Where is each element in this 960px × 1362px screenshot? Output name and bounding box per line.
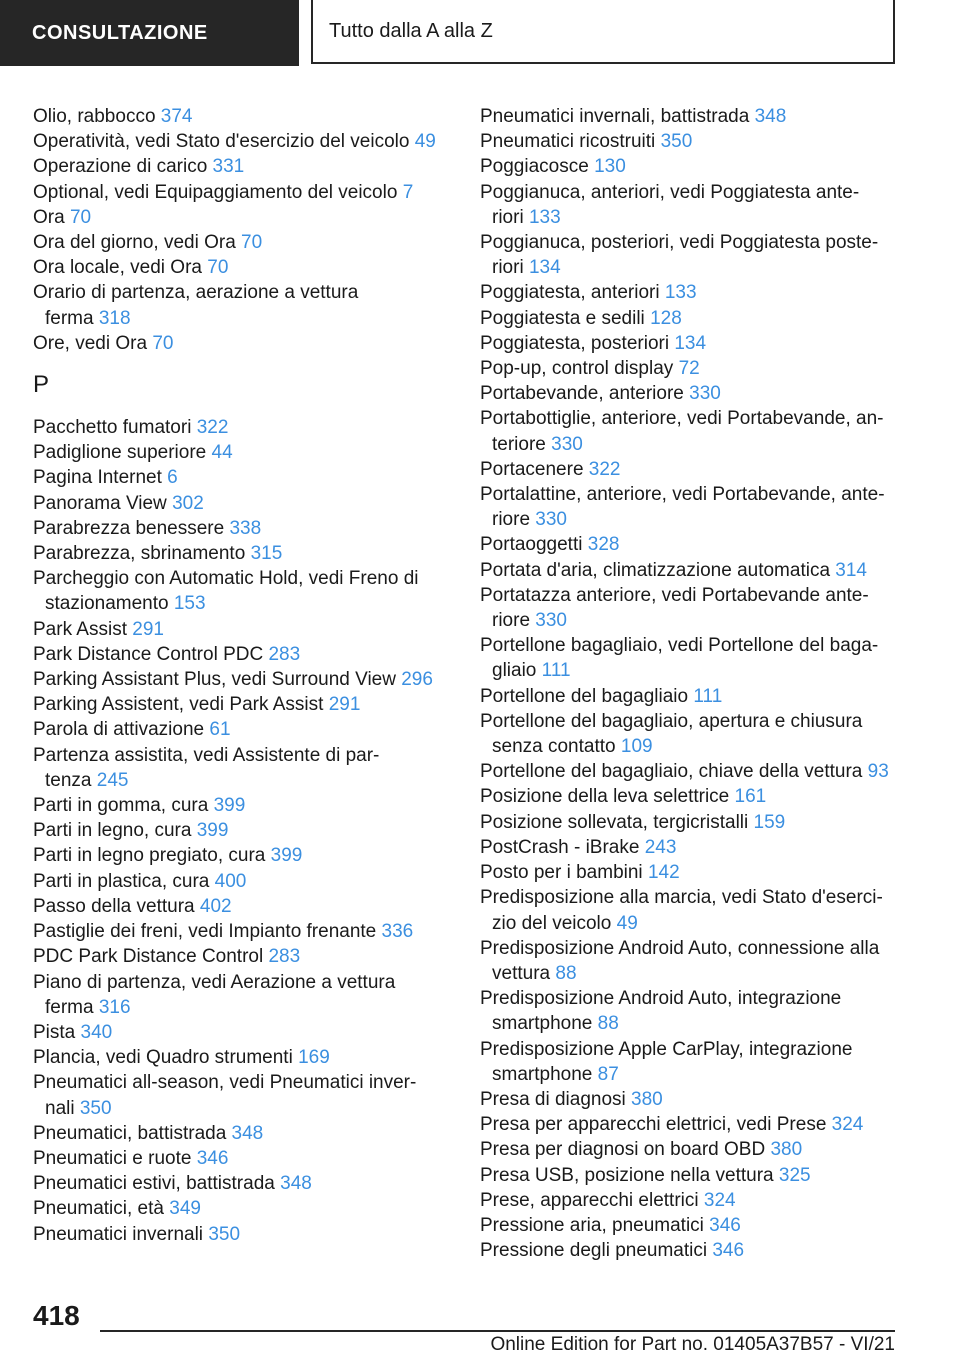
index-entry-text: Pneumatici invernali [33,1223,204,1245]
page-reference-link[interactable]: 380 [631,1088,663,1110]
page-reference-link[interactable]: 61 [209,719,231,741]
page-header [0,0,960,66]
index-entry [33,415,453,440]
page-reference-link[interactable]: 161 [734,786,767,808]
index-entry [480,684,900,709]
index-entry-text: PostCrash - iBrake [480,836,640,858]
index-entry-text: Ora [33,206,65,228]
page-reference-link[interactable]: 350 [79,1097,112,1119]
page-reference-link[interactable]: 330 [689,383,721,405]
page-reference-link[interactable]: 296 [401,669,433,691]
index-entry-text: Parola di attivazione [33,719,205,741]
index-entry-text: teriore [492,433,546,455]
index-entry [33,642,453,667]
index-entry [480,986,900,1036]
index-entry-text: Poggiatesta e sedili [480,307,645,329]
index-entry-text: Piano di partenza, vedi Aerazione a vettura [33,971,396,993]
page-reference-link[interactable]: 283 [268,643,301,665]
index-entry-text: ferma [45,307,94,329]
index-entry-text: smartphone [492,1063,593,1085]
index-entry [33,717,453,742]
index-entry [33,869,453,894]
page-reference-link[interactable]: 346 [196,1147,229,1169]
page-reference-link[interactable]: 70 [207,257,229,279]
index-entry-text: senza contatto [492,736,616,758]
index-entry-text: Poggiatesta, posteriori [480,332,670,354]
index-entry [480,936,900,986]
page-reference-link[interactable]: 350 [660,131,693,153]
page-reference-link[interactable]: 111 [541,660,571,682]
index-entry [33,970,453,1020]
index-entry-text: Pneumatici all-season, vedi Pneumatici inver- [33,1072,417,1094]
index-entry-text: Posizione sollevata, tergicristalli [480,811,749,833]
page-reference-link[interactable]: 72 [678,358,700,380]
index-entry [480,406,900,456]
index-entry [480,835,900,860]
page-reference-link[interactable]: 315 [250,543,283,565]
page-reference-link[interactable]: 134 [528,257,561,279]
index-entry-text: Pneumatici e ruote [33,1147,192,1169]
page-reference-link[interactable]: 346 [709,1214,741,1236]
edition-info: Online Edition for Part no. 01405A37B57 - VI/21 [490,1334,895,1355]
index-entry-text: Presa per apparecchi elettrici, vedi Prese [480,1114,827,1136]
page-reference-link[interactable]: 88 [555,962,577,984]
index-entry-text: Parti in legno pregiato, cura [33,845,266,867]
page-reference-link[interactable]: 70 [69,206,92,228]
page-reference-link[interactable]: 348 [754,106,787,127]
index-entry [33,1020,453,1045]
index-entry-text: Portalattine, anteriore, vedi Portabevande, ante- [480,484,885,506]
index-entry-text: Ora del giorno, vedi Ora [33,232,236,254]
index-entry [480,306,900,331]
page-reference-link[interactable]: 331 [212,156,245,178]
page-reference-link[interactable]: 330 [535,509,567,531]
index-entry-text: Parcheggio con Automatic Hold, vedi Freno di [33,568,419,590]
index-entry-text: Portellone bagagliaio, vedi Portellone del baga- [480,635,879,657]
index-entry-text: riori [492,206,524,228]
index-entry [33,1196,453,1221]
index-entry-text: PDC Park Distance Control [33,946,264,968]
index-column-left [33,104,453,1247]
page-reference-link[interactable]: 87 [597,1063,619,1085]
index-entry [480,1238,900,1263]
page-reference-link[interactable]: 350 [208,1223,241,1245]
index-entry-text: Ore, vedi Ora [33,332,148,354]
index-entry-text: Pacchetto fumatori [33,417,192,439]
index-entry-text: Portellone del bagagliaio [480,685,689,707]
index-entry-text: Portatazza anteriore, vedi Portabevande ante- [480,584,869,606]
index-entry-text: Portata d'aria, climatizzazione automatica [480,559,831,581]
index-entry [33,894,453,919]
index-entry-text: stazionamento [45,593,169,615]
index-entry [480,759,900,784]
index-entry [480,129,900,154]
index-entry-text: Pagina Internet [33,467,162,489]
index-entry [480,709,900,759]
page-reference-link[interactable]: 134 [674,332,707,354]
index-entry [480,154,900,179]
index-entry [480,1037,900,1087]
index-entry [480,1213,900,1238]
page-reference-link[interactable]: 400 [214,870,247,892]
index-entry-text: Plancia, vedi Quadro strumenti [33,1047,293,1069]
index-entry [480,482,900,532]
page-number: 418 [33,1300,80,1331]
index-entry-text: vettura [492,962,551,984]
index-entry [480,280,900,305]
index-entry-text: Posizione della leva selettrice [480,786,730,808]
index-entry-text: Parti in legno, cura [33,820,192,842]
index-entry-text: gliaio [492,660,537,682]
index-entry [33,919,453,944]
index-entry-text: Prese, apparecchi elettrici [480,1189,699,1211]
index-entry [480,1087,900,1112]
page-reference-link[interactable]: 402 [199,895,232,917]
index-entry-text: Pneumatici estivi, battistrada [33,1173,275,1195]
page-reference-link[interactable]: 49 [616,912,638,934]
index-entry-text: Predisposizione Android Auto, integrazione [480,988,842,1010]
page-reference-link[interactable]: 324 [831,1114,864,1136]
index-entry-text: Predisposizione Android Auto, connessione alla [480,937,880,959]
index-entry [33,1171,453,1196]
index-entry-text: Parking Assistent, vedi Park Assist [33,694,324,716]
index-entry [33,541,453,566]
index-entry [480,558,900,583]
index-entry [480,810,900,835]
index-entry-text: Panorama View [33,492,167,514]
page-reference-link[interactable]: 348 [280,1173,312,1195]
index-entry [33,180,453,205]
page-reference-link[interactable]: 330 [535,610,567,632]
page-reference-link[interactable]: 399 [196,820,229,842]
index-entry-text: nali [45,1097,75,1119]
page-reference-link[interactable]: 340 [80,1021,113,1043]
index-entry [33,1146,453,1171]
page-reference-link[interactable]: 324 [703,1189,736,1211]
index-entry [480,331,900,356]
index-entry-text: Parti in gomma, cura [33,795,209,817]
index-entry [480,1137,900,1162]
index-entry [480,230,900,280]
index-entry [33,331,453,356]
index-entry [33,843,453,868]
index-entry [480,1163,900,1188]
index-entry-text: Poggianuca, posteriori, vedi Poggiatesta poste- [480,232,879,254]
index-entry-text: tenza [45,769,92,791]
index-entry-text: Pop-up, control display [480,358,674,380]
page-reference-link[interactable]: 399 [270,845,303,867]
index-entry [33,1070,453,1120]
index-entry-text: Operazione di carico [33,156,208,178]
page-reference-link[interactable]: 316 [98,996,131,1018]
index-entry-text: Portaoggetti [480,534,583,556]
index-entry [480,532,900,557]
page-reference-link[interactable]: 291 [132,618,164,640]
page-reference-link[interactable]: 169 [298,1047,330,1069]
index-entry-text: Portabevande, anteriore [480,383,684,405]
page-reference-link[interactable]: 302 [172,492,204,514]
page-reference-link[interactable]: 133 [664,282,697,304]
index-entry-text: Ora locale, vedi Ora [33,257,202,279]
index-entry-text: ferma [45,996,94,1018]
page-reference-link[interactable]: 338 [229,517,262,539]
index-entry-text: Pressione degli pneumatici [480,1240,708,1262]
index-entry [33,230,453,255]
page-reference-link[interactable]: 283 [268,946,301,968]
index-entry-text: Predisposizione Apple CarPlay, integrazione [480,1038,853,1060]
page-reference-link[interactable]: 130 [594,156,626,178]
index-entry-text: riore [492,610,531,632]
index-entry [33,566,453,616]
index-entry-text: Pista [33,1021,76,1043]
index-entry [33,793,453,818]
index-entry [480,457,900,482]
page-reference-link[interactable]: 153 [173,593,206,615]
index-entry [33,1121,453,1146]
index-entry-text: Parabrezza benessere [33,517,225,539]
page-reference-link[interactable]: 374 [160,106,193,127]
index-entry-text: Portellone del bagagliaio, apertura e chiusura [480,710,863,732]
index-entry-text: Portacenere [480,458,584,480]
index-entry-text: riori [492,257,524,279]
page-reference-link[interactable]: 322 [588,458,621,480]
index-entry-text: Partenza assistita, vedi Assistente di par- [33,744,380,766]
page-reference-link[interactable]: 7 [402,181,414,203]
page-reference-link[interactable]: 336 [381,921,414,943]
index-entry-text: smartphone [492,1013,593,1035]
page-reference-link[interactable]: 291 [328,694,361,716]
index-entry [480,885,900,935]
index-entry-text: zio del veicolo [492,912,612,934]
index-column-right [480,104,900,1263]
page-reference-link[interactable]: 70 [241,232,263,254]
index-entry-text: Padiglione superiore [33,442,207,464]
index-entry-text: Portabottiglie, anteriore, vedi Portabevande, an- [480,408,884,430]
page-reference-link[interactable]: 88 [597,1013,619,1035]
index-entry [480,381,900,406]
index-entry-text: Olio, rabbocco [33,106,156,127]
index-entry-text: Pneumatici invernali, battistrada [480,106,750,127]
index-entry [480,1112,900,1137]
index-entry-text: Pressione aria, pneumatici [480,1214,704,1236]
page-reference-link[interactable]: 111 [693,685,723,707]
index-entry [33,440,453,465]
page-reference-link[interactable]: 133 [528,206,561,228]
index-entry-text: riore [492,509,531,531]
index-entry [480,583,900,633]
footer-divider [100,1330,895,1332]
index-entry [33,667,453,692]
index-entry-text: Predisposizione alla marcia, vedi Stato d'eserci- [480,887,883,909]
index-entry [33,104,453,129]
page-reference-link[interactable]: 159 [753,811,786,833]
page-reference-link[interactable]: 399 [213,795,246,817]
index-entry-text: Parking Assistant Plus, vedi Surround View [33,669,396,691]
page-reference-link[interactable]: 245 [96,769,129,791]
index-entry [33,516,453,541]
index-entry [33,818,453,843]
index-entry [33,255,453,280]
index-entry [480,784,900,809]
chapter-tab: Tutto dalla A alla Z [311,0,895,64]
index-entry-text: Park Assist [33,618,127,640]
index-entry-text: Pneumatici, età [33,1198,164,1220]
index-entry [33,465,453,490]
index-entry [480,180,900,230]
index-entry-text: Pastiglie dei freni, vedi Impianto frenante [33,921,377,943]
index-entry [33,944,453,969]
index-entry [33,692,453,717]
index-entry [480,104,900,129]
index-entry [33,1222,453,1247]
index-entry-text: Posto per i bambini [480,862,643,884]
index-entry-text: Park Distance Control PDC [33,643,264,665]
page-reference-link[interactable]: 93 [867,761,889,783]
index-letter-heading: P [33,371,50,399]
page-reference-link[interactable]: 349 [169,1198,201,1220]
page-reference-link[interactable]: 330 [551,433,583,455]
page-reference-link[interactable]: 328 [587,534,620,556]
index-entry-text: Parabrezza, sbrinamento [33,543,246,565]
page-reference-link[interactable]: 325 [778,1164,811,1186]
index-entry-text: Presa per diagnosi on board OBD [480,1139,766,1161]
index-entry-text: Pneumatici, battistrada [33,1122,227,1144]
index-entry [33,154,453,179]
index-entry [33,1045,453,1070]
page-reference-link[interactable]: 49 [414,131,436,153]
index-entry-text: Presa USB, posizione nella vettura [480,1164,774,1186]
index-entry [33,617,453,642]
page-reference-link[interactable]: 346 [712,1240,745,1262]
index-entry [480,633,900,683]
index-entry-text: Portellone del bagagliaio, chiave della vettura [480,761,863,783]
index-entry-text: Presa di diagnosi [480,1088,626,1110]
index-entry-text: Passo della vettura [33,895,195,917]
index-entry [33,743,453,793]
page-reference-link[interactable]: 44 [211,442,233,464]
page-reference-link[interactable]: 128 [650,307,682,329]
page-reference-link[interactable]: 348 [231,1122,264,1144]
page-reference-link[interactable]: 322 [196,417,229,439]
page-reference-link[interactable]: 243 [644,836,677,858]
index-entry [480,1188,900,1213]
page-reference-link[interactable]: 380 [770,1139,803,1161]
index-entry [33,129,453,154]
page-reference-link[interactable]: 6 [167,467,178,489]
index-entry [480,860,900,885]
index-entry-text: Orario di partenza, aerazione a vettura [33,282,359,304]
index-entry-text: Poggiatesta, anteriori [480,282,660,304]
index-entry [33,491,453,516]
index-entry [480,356,900,381]
index-entry-text: Poggiacosce [480,156,589,178]
page-reference-link[interactable]: 318 [98,307,131,329]
index-entry-text: Operatività, vedi Stato d'esercizio del veicolo [33,131,410,153]
index-entry [33,205,453,230]
index-entry-text: Poggianuca, anteriori, vedi Poggiatesta ante- [480,181,860,203]
section-tab: CONSULTAZIONE [0,0,299,66]
page-reference-link[interactable]: 70 [152,332,174,354]
page-reference-link[interactable]: 109 [620,736,653,758]
page-reference-link[interactable]: 142 [647,862,680,884]
page-reference-link[interactable]: 314 [835,559,867,581]
index-entry-text: Parti in plastica, cura [33,870,210,892]
index-entry-text: Optional, vedi Equipaggiamento del veicolo [33,181,398,203]
index-entry-text: Pneumatici ricostruiti [480,131,656,153]
index-entry [33,280,453,330]
